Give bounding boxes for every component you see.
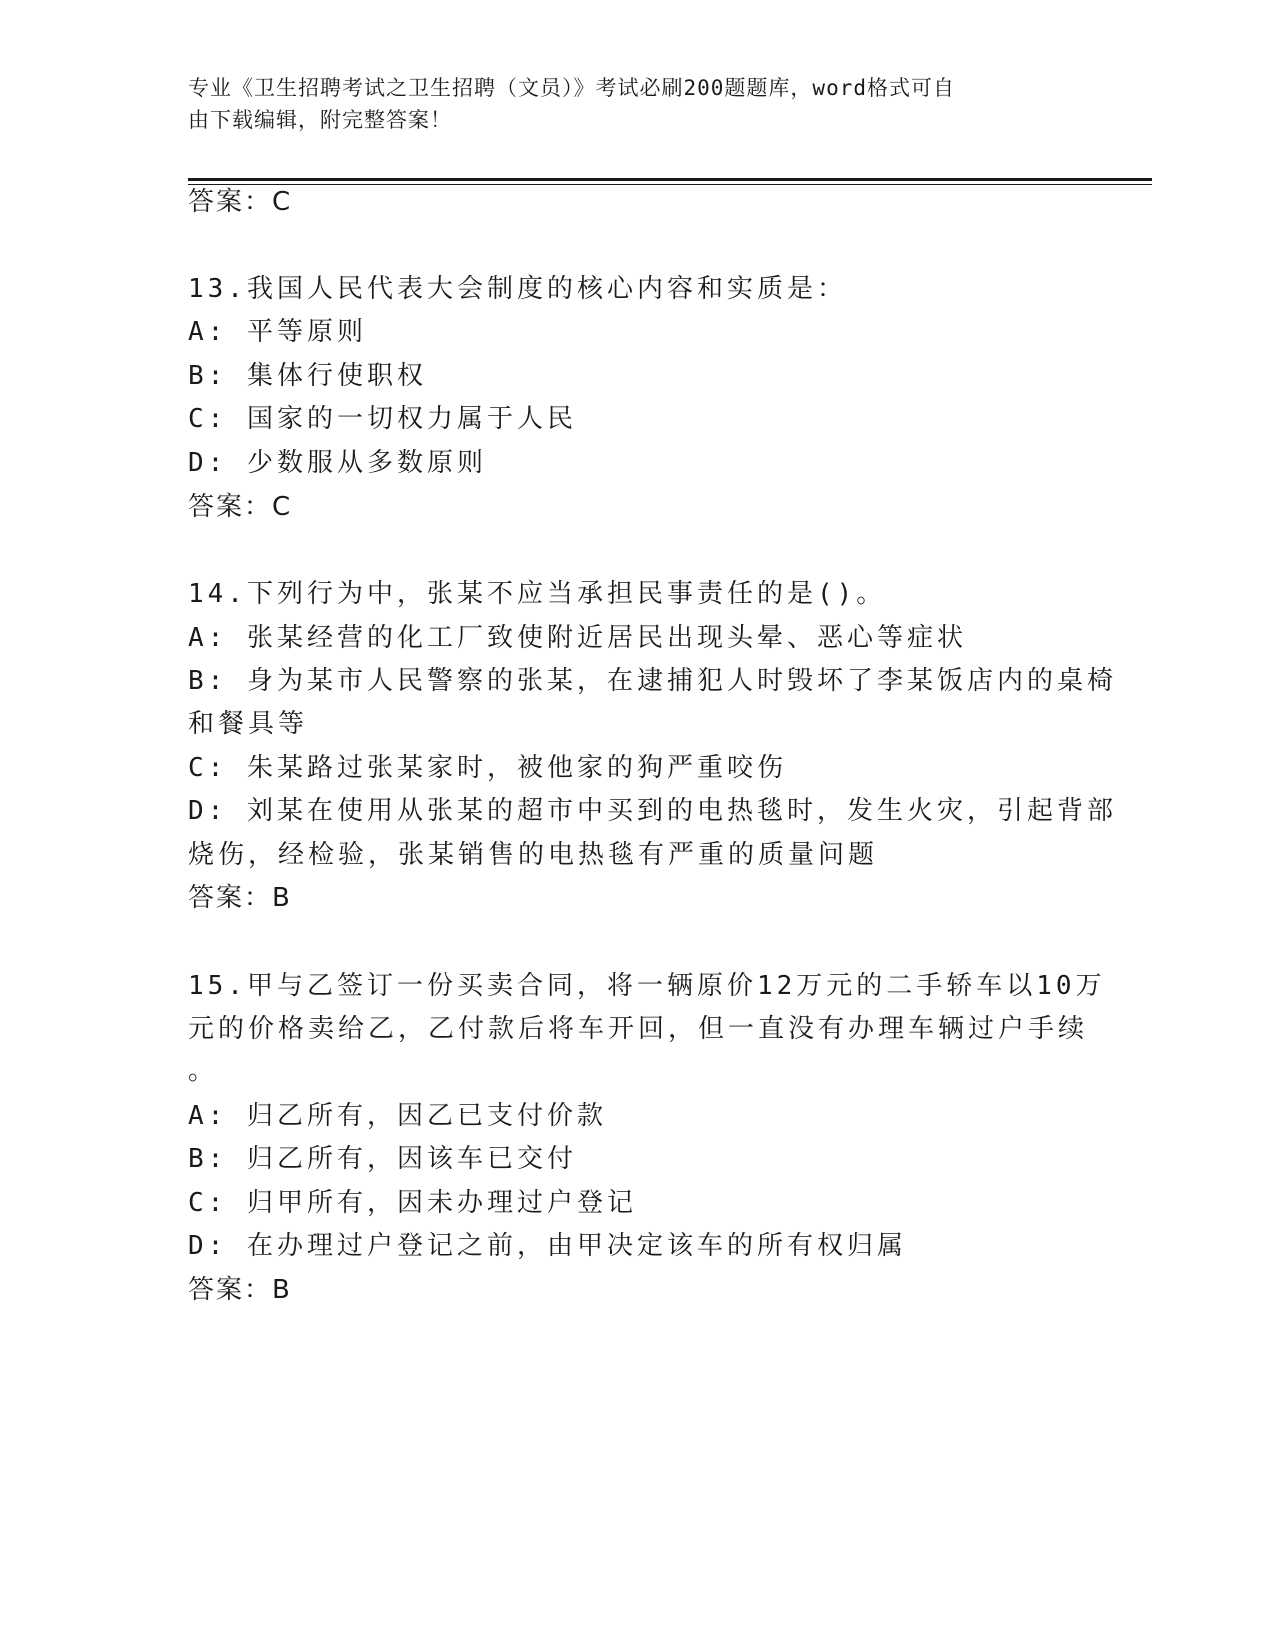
question-15-option-d: D: 在办理过户登记之前，由甲决定该车的所有权归属: [188, 1231, 907, 1261]
question-14-option-d-line-2: 烧伤，经检验，张某销售的电热毯有严重的质量问题: [188, 840, 879, 870]
question-14-answer: 答案：B: [188, 883, 292, 913]
question-15-option-c: C: 归甲所有，因未办理过户登记: [188, 1188, 637, 1218]
question-15-option-b: B: 归乙所有，因该车已交付: [188, 1144, 577, 1174]
question-15-answer: 答案：B: [188, 1275, 292, 1305]
question-14-stem: 14.下列行为中，张某不应当承担民事责任的是()。: [188, 579, 887, 609]
question-14-option-b-line-1: B: 身为某市人民警察的张某，在逮捕犯人时毁坏了李某饭店内的桌椅: [188, 666, 1117, 696]
question-14-option-c: C: 朱某路过张某家时，被他家的狗严重咬伤: [188, 753, 787, 783]
question-15-stem-line-2: 元的价格卖给乙，乙付款后将车开回，但一直没有办理车辆过户手续: [188, 1014, 1089, 1044]
question-13-option-d: D: 少数服从多数原则: [188, 448, 487, 478]
header-divider-thick: [188, 178, 1152, 181]
question-13-option-b: B: 集体行使职权: [188, 361, 427, 391]
header-line-2: 由下载编辑，附完整答案！: [188, 108, 452, 132]
question-14-option-d-line-1: D: 刘某在使用从张某的超市中买到的电热毯时，发生火灾，引起背部: [188, 796, 1117, 826]
header-line-1: 专业《卫生招聘考试之卫生招聘（文员）》考试必刷200题题库，word格式可自: [188, 76, 955, 100]
previous-answer: 答案：C: [188, 187, 293, 217]
question-14-option-a: A: 张某经营的化工厂致使附近居民出现头晕、恶心等症状: [188, 623, 967, 653]
question-13-answer: 答案：C: [188, 492, 293, 522]
question-13-stem: 13.我国人民代表大会制度的核心内容和实质是：: [188, 274, 847, 304]
question-13-option-a: A: 平等原则: [188, 317, 367, 347]
question-15-option-a: A: 归乙所有，因乙已支付价款: [188, 1101, 607, 1131]
question-14-option-b-line-2: 和餐具等: [188, 709, 309, 739]
question-15-stem-line-3: 。: [188, 1056, 219, 1086]
question-13-option-c: C: 国家的一切权力属于人民: [188, 404, 577, 434]
document-header: [188, 72, 1068, 136]
question-15-stem-line-1: 15.甲与乙签订一份买卖合同，将一辆原价12万元的二手轿车以10万: [188, 971, 1106, 1001]
